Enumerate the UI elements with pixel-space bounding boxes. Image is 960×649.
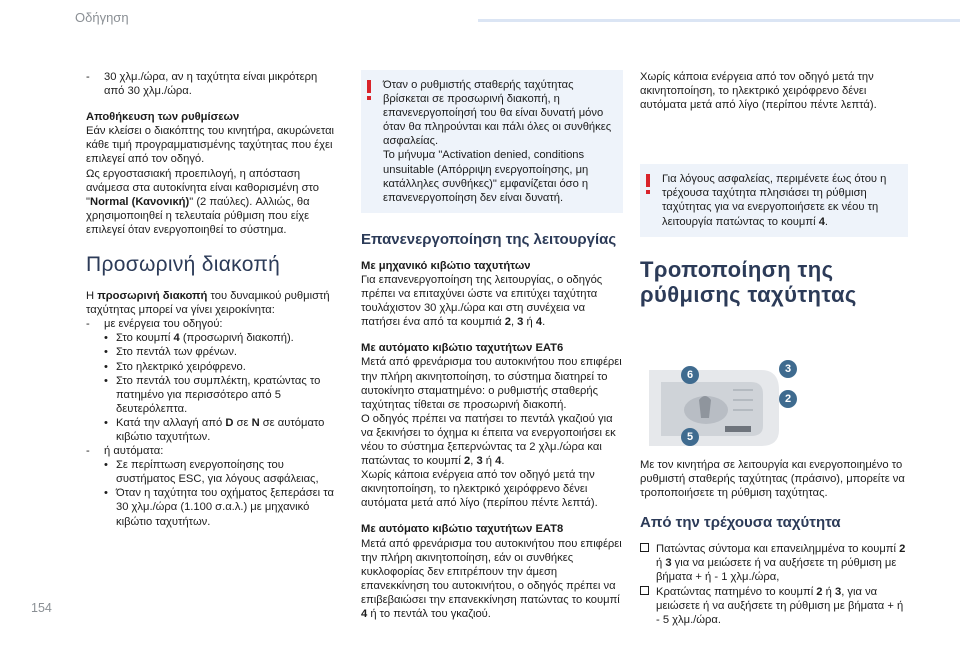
section-title: Οδήγηση — [75, 10, 129, 25]
pause-intro: Η προσωρινή διακοπή του δυναμικού ρυθμιστή ταχύτητας μπορεί να γίνει χειροκίνητα: — [86, 290, 330, 317]
callout-2: 2 — [779, 390, 797, 408]
storage-text-1: Εάν κλείσει ο διακόπτης του κινητήρα, ακυρώνεται κάθε τιμή προγραμματισμένης ταχύτητας που έχει επιλεγεί από τον οδηγό. — [86, 125, 335, 166]
manual-text: Για επανενεργοποίηση της λειτουργίας, ο οδηγός πρέπει να επιταχύνει ώστε να επιτύχει ταχύτητα τουλάχιστον 30 χλμ./ώρα και στη συνέχεια να πατήσει ένα από τα κουμπιά 2, 3 ή 4. — [361, 273, 603, 329]
eat8-text: Μετά από φρενάρισμα του αυτοκινήτου που επιφέρει την πλήρη ακινητοποίηση, εάν οι συνθήκες κυκλοφορίας δεν επιτρέπουν την άμεση επανεκκίνηση του αυτοκινήτου, ο οδηγός πρέπει να επιβεβαιώσει την επανεκκίνηση πατώντας το κουμπί 4 ή το πεντάλ του γκαζιού. — [361, 537, 622, 620]
modify-heading: Τροποποίηση της ρύθμισης ταχύτητας — [640, 256, 857, 307]
cruise-control-stalk-illustration — [641, 360, 811, 450]
column-2 — [361, 70, 623, 621]
eat8-heading: Με αυτόματο κιβώτιο ταχυτήτων EAT8 — [361, 523, 564, 536]
reactivation-heading: Επανενεργοποίηση της λειτουργίας — [361, 230, 617, 248]
list-item: • Στο πεντάλ των φρένων. — [104, 345, 338, 359]
safety-warning-box — [640, 164, 908, 236]
callout-5: 5 — [681, 428, 699, 446]
check-item: Πατώντας σύντομα και επανειλημμένα το κουμπί 2 ή 3 για να μειώσετε ή να αυξήσετε τη ρύθμιση με βήματα + ή - 1 χλμ./ώρα, — [640, 542, 908, 584]
auto-action-list — [86, 458, 338, 528]
list-item: • Όταν η ταχύτητα του οχήματος ξεπεράσει τα 30 χλμ./ώρα (1.100 σ.α.λ.) με μηχανικό κιβώτιο ταχυτήτων. — [104, 486, 338, 528]
list-item: • Στο πεντάλ του συμπλέκτη, κρατώντας το πατημένο για περισσότερο από 5 δευτερόλεπτα. — [104, 374, 338, 416]
safety-warning-text: Για λόγους ασφαλείας, περιμένετε έως ότου η τρέχουσα ταχύτητα πλησιάσει τη ρύθμιση ταχύτητας για να ενεργοποιήσετε εκ νέου τη λειτουργία πατώντας το κουμπί 4. — [662, 173, 887, 228]
intro-dash-text: - 30 χλμ./ώρα, αν η ταχύτητα είναι μικρότερη από 30 χλμ./ώρα. — [86, 70, 338, 98]
list-item: • Σε περίπτωση ενεργοποίησης του συστήματος ESC, για λόγους ασφάλειας, — [104, 458, 338, 486]
current-speed-heading: Από την τρέχουσα ταχύτητα — [640, 514, 841, 532]
driver-action: - με ενέργεια του οδηγού: — [86, 317, 338, 331]
intro-text: Χωρίς κάποια ενέργεια από τον οδηγό μετά την ακινητοποίηση, το ηλεκτρικό χειρόφρενο δένει αυτόματα μετά από λίγο (περίπου πέντε λεπτά). — [640, 71, 877, 112]
column-1 — [86, 70, 338, 529]
eat6-heading: Με αυτόματο κιβώτιο ταχυτήτων EAT6 — [361, 342, 564, 355]
checkbox-icon — [640, 586, 649, 595]
check-item: Κρατώντας πατημένο το κουμπί 2 ή 3, για να μειώσετε ή να αυξήσετε τη ρύθμιση με βήματα + ή - 5 χλμ./ώρα. — [640, 585, 908, 627]
reactivation-warning-box — [361, 70, 623, 213]
checkbox-icon — [640, 543, 649, 552]
page-number: 154 — [31, 601, 52, 615]
column-3 — [640, 70, 908, 307]
list-item: • Κατά την αλλαγή από D σε N σε αυτόματο κιβώτιο ταχυτήτων. — [104, 416, 338, 444]
list-item: • Στο ηλεκτρικό χειρόφρενο. — [104, 360, 338, 374]
storage-text-2: Ως εργοστασιακή προεπιλογή, η απόσταση ανάμεσα στα αυτοκίνητα είναι καθορισμένη στο "Normal (Κανονική)" (2 παύλες). Αλλιώς, θα χρησιμοποιηθεί η τελευταία ρύθμιση που είχε επιλεγεί όταν ενεργοποιηθεί το σύστημα. — [86, 167, 319, 236]
list-item: • Στο κουμπί 4 (προσωρινή διακοπή). — [104, 331, 338, 345]
callout-3: 3 — [779, 360, 797, 378]
header-bar — [478, 19, 960, 22]
storage-heading: Αποθήκευση των ρυθμίσεων — [86, 111, 240, 124]
auto-action: - ή αυτόματα: — [86, 444, 338, 458]
reactivation-warning-text: Όταν ο ρυθμιστής σταθερής ταχύτητας βρίσκεται σε προσωρινή διακοπή, η επανενεργοποίησή του θα είναι δυνατή μόνο όταν θα πληρούνται και πάλι όλες οι συνθήκες ασφαλείας. Το μήνυμα "Activation denied, conditions unsuitable (Απόρριψη ενεργοποίησης, μη κατάλληλες συνθήκες)" εμφανίζεται όσο η επανενεργοποίηση δεν είναι δυνατή. — [383, 79, 612, 204]
warning-icon — [646, 174, 650, 187]
modify-text: Με τον κινητήρα σε λειτουργία και ενεργοποιημένο το ρυθμιστή σταθερής ταχύτητας (πράσινο), μπορείτε να τροποποιήσετε τη ρύθμιση ταχύτητας. — [640, 459, 905, 500]
eat6-text: Μετά από φρενάρισμα του αυτοκινήτου που επιφέρει την πλήρη ακινητοποίηση, το σύστημα διατηρεί το αυτοκίνητο σταματημένο: ο ρυθμιστής σταθερής ταχύτητας τίθεται σε προσωρινή διακοπή. Ο οδηγός πρέπει να πατήσει το πεντάλ γκαζιού για να ξεκινήσει το όχημα κι έπειτα να ενεργοποιήσει εκ νέου το σύστημα ξεπερνώντας τα 2 χλμ./ώρα και πατώντας το κουμπί 2, 3 ή 4. Χωρίς κάποια ενέργεια από τον οδηγό μετά την ακινητοποίηση, το ηλεκτρικό χειρόφρενο δένει αυτόματα μετά από λίγο (περίπου πέντε λεπτά). — [361, 356, 622, 510]
pause-heading: Προσωρινή διακοπή — [86, 253, 281, 277]
column-3-lower — [640, 458, 908, 627]
driver-action-list — [86, 331, 338, 444]
manual-heading: Με μηχανικό κιβώτιο ταχυτήτων — [361, 259, 531, 272]
warning-icon — [367, 80, 371, 93]
callout-6: 6 — [681, 366, 699, 384]
